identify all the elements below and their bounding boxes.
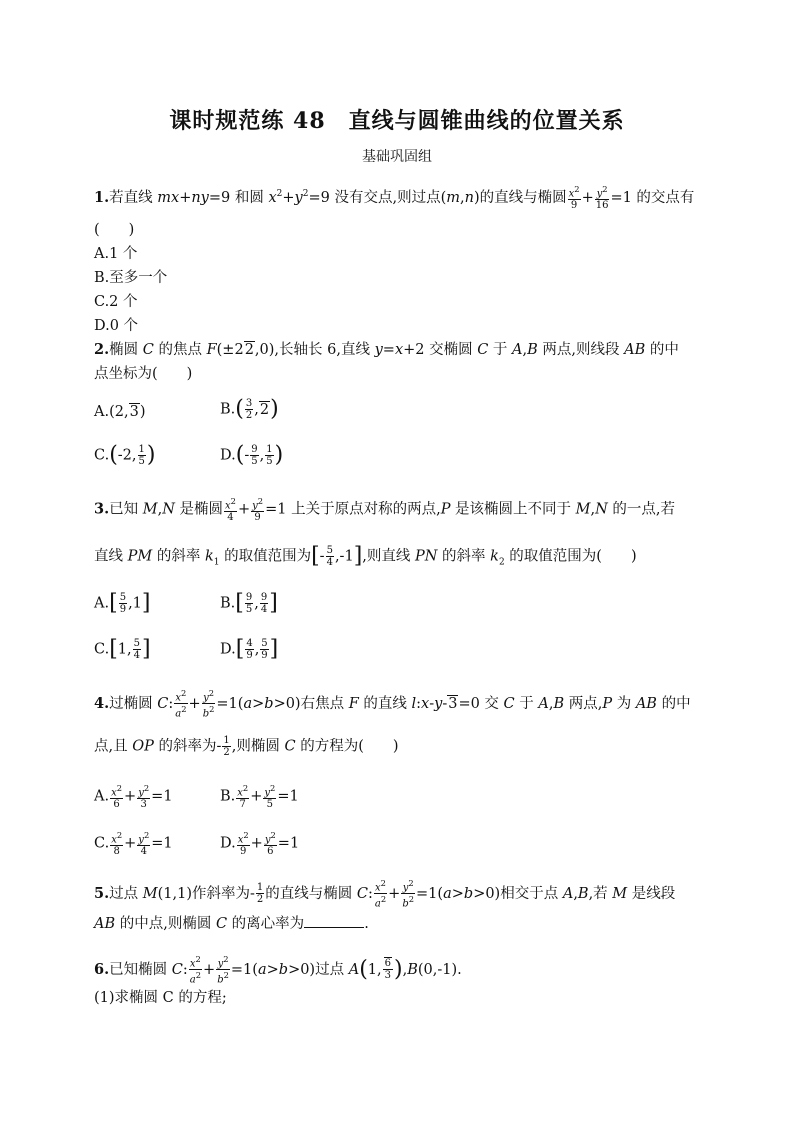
q5-stem-line1: 5.过点 M(1,1)作斜率为- $\frac{1}{2}$ 的直线与椭圆 C: $\frac{x^2}{a^2}$ + $\frac{y^2}{b^2}$ =1(a>b>0)相交于点 A,B,若 M 是线段: [94, 878, 676, 910]
q1-option-a: A.1 个: [94, 246, 138, 262]
q3-option-b: B.[ $\frac{9}{5}$ , $\frac{9}{4}$ ]: [220, 590, 278, 616]
q4-stem-line2: 点,且 OP 的斜率为- $\frac{1}{2}$ ,则椭圆 C 的方程为( ): [94, 735, 399, 758]
q1-number: 1.: [94, 188, 110, 206]
q2-option-d: D.(- $\frac{9}{5}$ , $\frac{1}{5}$ ): [220, 442, 284, 468]
q2-stem-line2: 点坐标为( ): [94, 366, 193, 382]
q4-option-c: C. $\frac{x^2}{8}$ + $\frac{y^2}{4}$ =1: [94, 830, 173, 858]
q1-stem: 1.若直线 mx+ny=9 和圆 $x^2+y^2=9$ 没有交点,则过点(m,n)的直线与椭圆 $\frac{x^2}{9}$ + $\frac{y^2}{16}$ =1 的交点有: [94, 184, 695, 212]
section-subtitle: 基础巩固组: [362, 149, 432, 165]
q4-option-b: B. $\frac{x^2}{7}$ + $\frac{y^2}{5}$ =1: [220, 783, 299, 811]
q1-option-c: C.2 个: [94, 294, 138, 310]
q3-option-c: C.[1, $\frac{5}{4}$ ]: [94, 636, 151, 662]
q1-option-b: B.至多一个: [94, 270, 168, 286]
q3-option-d: D.[ $\frac{4}{9}$ , $\frac{5}{9}$ ]: [220, 636, 279, 662]
q4-option-a: A. $\frac{x^2}{6}$ + $\frac{y^2}{3}$ =1: [94, 783, 173, 811]
q3-stem-line2: 直线 PM 的斜率 $k_1$ 的取值范围为[- $\frac{5}{4}$ ,-1],则直线 PN 的斜率 $k_2$ 的取值范围为( ): [94, 543, 637, 569]
page-title: 课时规范练 48 直线与圆锥曲线的位置关系: [169, 108, 625, 134]
q1-option-d: D.0 个: [94, 318, 139, 334]
q2-option-c: C.(-2, $\frac{1}{5}$ ): [94, 442, 156, 468]
q2-number: 2.: [94, 341, 110, 358]
q2-option-b: B.( $\frac{3}{2}$ ,2): [220, 396, 279, 422]
q2-stem-line1: 2.椭圆 C 的焦点 F(±22,0),长轴长 6,直线 y=x+2 交椭圆 C 于 A,B 两点,则线段 AB 的中: [94, 341, 679, 358]
q4-number: 4.: [94, 694, 110, 712]
q6-number: 6.: [94, 960, 110, 978]
q6-stem-line1: 6.已知椭圆 C: $\frac{x^2}{a^2}$ + $\frac{y^2}{b^2}$ =1(a>b>0)过点 A(1, $\frac{6}{3}$ ),B(0,-1).: [94, 954, 462, 986]
answer-blank: [304, 927, 364, 928]
q4-stem-line1: 4.过椭圆 C: $\frac{x^2}{a^2}$ + $\frac{y^2}{b^2}$ =1(a>b>0)右焦点 F 的直线 l:x-y-3=0 交 C 于 A,B 两点,P 为 AB 的中: [94, 688, 691, 720]
q3-option-a: A.[ $\frac{5}{9}$ ,1]: [94, 590, 151, 616]
q3-stem-line1: 3.已知 M,N 是椭圆 $\frac{x^2}{4}$ + $\frac{y^2}{9}$ =1 上关于原点对称的两点,P 是该椭圆上不同于 M,N 的一点,若: [94, 496, 676, 524]
q6-subquestion-1: (1)求椭圆 C 的方程;: [94, 990, 227, 1006]
q3-number: 3.: [94, 500, 110, 518]
q2-option-a: A.(2,3): [94, 404, 146, 420]
q5-stem-line2: AB 的中点,则椭圆 C 的离心率为 .: [94, 916, 369, 932]
q4-option-d: D. $\frac{x^2}{9}$ + $\frac{y^2}{6}$ =1: [220, 830, 300, 858]
q1-answer-paren: ( ): [94, 222, 135, 238]
q5-number: 5.: [94, 884, 110, 902]
